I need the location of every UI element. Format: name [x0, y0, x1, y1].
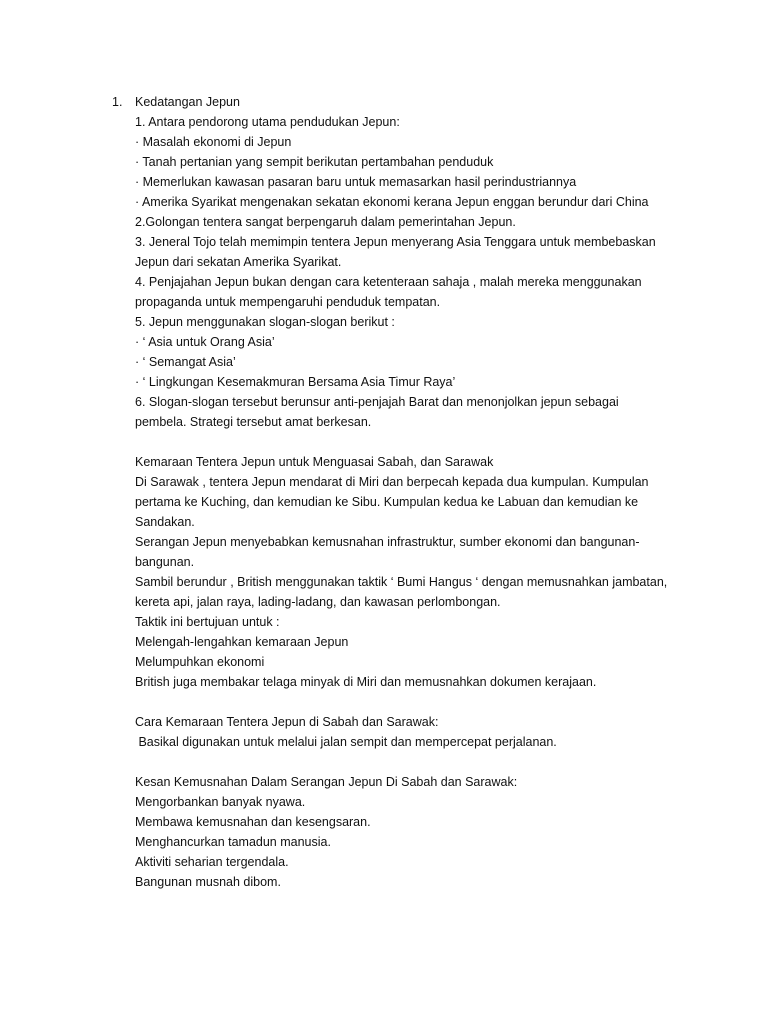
text-line: Sandakan. — [135, 515, 195, 529]
text-line: Sambil berundur , British menggunakan taktik ‘ Bumi Hangus ‘ dengan memusnahkan jambatan, — [135, 575, 668, 589]
text-line: · Tanah pertanian yang sempit berikutan pertambahan penduduk — [135, 155, 494, 169]
text-line: pembela. Strategi tersebut amat berkesan. — [135, 415, 372, 429]
section-title: Kesan Kemusnahan Dalam Serangan Jepun Di Sabah dan Sarawak: — [135, 775, 518, 789]
text-line: Basikal digunakan untuk melalui jalan sempit dan mempercepat perjalanan. — [135, 735, 557, 749]
text-line: Mengorbankan banyak nyawa. — [135, 795, 306, 809]
paragraph-gap — [135, 752, 655, 772]
text-line: Melengah-lengahkan kemaraan Jepun — [135, 635, 349, 649]
section-japanese-arrival — [135, 112, 655, 432]
section-heading — [112, 92, 240, 112]
text-line: propaganda untuk mempengaruhi penduduk tempatan. — [135, 295, 441, 309]
text-line: British juga membakar telaga minyak di Miri dan memusnahkan dokumen kerajaan. — [135, 675, 597, 689]
section-sabah-sarawak-advance — [135, 452, 668, 692]
section-title: Kemaraan Tentera Jepun untuk Menguasai Sabah, dan Sarawak — [135, 455, 494, 469]
text-line: bangunan. — [135, 555, 195, 569]
text-line: 3. Jeneral Tojo telah memimpin tentera Jepun menyerang Asia Tenggara untuk membebaskan — [135, 235, 656, 249]
paragraph-gap — [135, 432, 655, 452]
text-line: 6. Slogan-slogan tersebut berunsur anti-penjajah Barat dan menonjolkan jepun sebagai — [135, 395, 619, 409]
document-body — [135, 112, 668, 892]
text-line: Serangan Jepun menyebabkan kemusnahan infrastruktur, sumber ekonomi dan bangunan- — [135, 535, 640, 549]
heading-title: Kedatangan Jepun — [135, 95, 240, 109]
text-line: pertama ke Kuching, dan kemudian ke Sibu. Kumpulan kedua ke Labuan dan kemudian ke — [135, 495, 639, 509]
text-line: · ‘ Semangat Asia’ — [135, 355, 236, 369]
text-line: · ‘ Asia untuk Orang Asia’ — [135, 335, 275, 349]
text-line: Di Sarawak , tentera Jepun mendarat di Miri dan berpecah kepada dua kumpulan. Kumpulan — [135, 475, 649, 489]
text-line: · Masalah ekonomi di Jepun — [135, 135, 292, 149]
text-line: · ‘ Lingkungan Kesemakmuran Bersama Asia Timur Raya’ — [135, 375, 456, 389]
text-line: 5. Jepun menggunakan slogan-slogan berikut : — [135, 315, 395, 329]
text-line: 2.Golongan tentera sangat berpengaruh dalam pemerintahan Jepun. — [135, 215, 516, 229]
text-line: Aktiviti seharian tergendala. — [135, 855, 289, 869]
text-line: Melumpuhkan ekonomi — [135, 655, 265, 669]
text-line: 1. Antara pendorong utama pendudukan Jepun: — [135, 115, 400, 129]
text-line: Bangunan musnah dibom. — [135, 875, 281, 889]
text-line: Jepun dari sekatan Amerika Syarikat. — [135, 255, 342, 269]
text-line: · Memerlukan kawasan pasaran baru untuk memasarkan hasil perindustriannya — [135, 175, 577, 189]
paragraph-gap — [135, 692, 655, 712]
text-line: Menghancurkan tamadun manusia. — [135, 835, 331, 849]
text-line: Taktik ini bertujuan untuk : — [135, 615, 280, 629]
text-line: 4. Penjajahan Jepun bukan dengan cara ketenteraan sahaja , malah mereka menggunakan — [135, 275, 642, 289]
section-title: Cara Kemaraan Tentera Jepun di Sabah dan Sarawak: — [135, 715, 439, 729]
section-destruction-effects — [135, 772, 655, 892]
text-line: kereta api, jalan raya, lading-ladang, dan kawasan perlombongan. — [135, 595, 501, 609]
section-advance-method — [135, 712, 655, 752]
text-line: · Amerika Syarikat mengenakan sekatan ekonomi kerana Jepun enggan berundur dari China — [135, 195, 649, 209]
text-line: Membawa kemusnahan dan kesengsaran. — [135, 815, 371, 829]
heading-number: 1. — [112, 95, 123, 109]
